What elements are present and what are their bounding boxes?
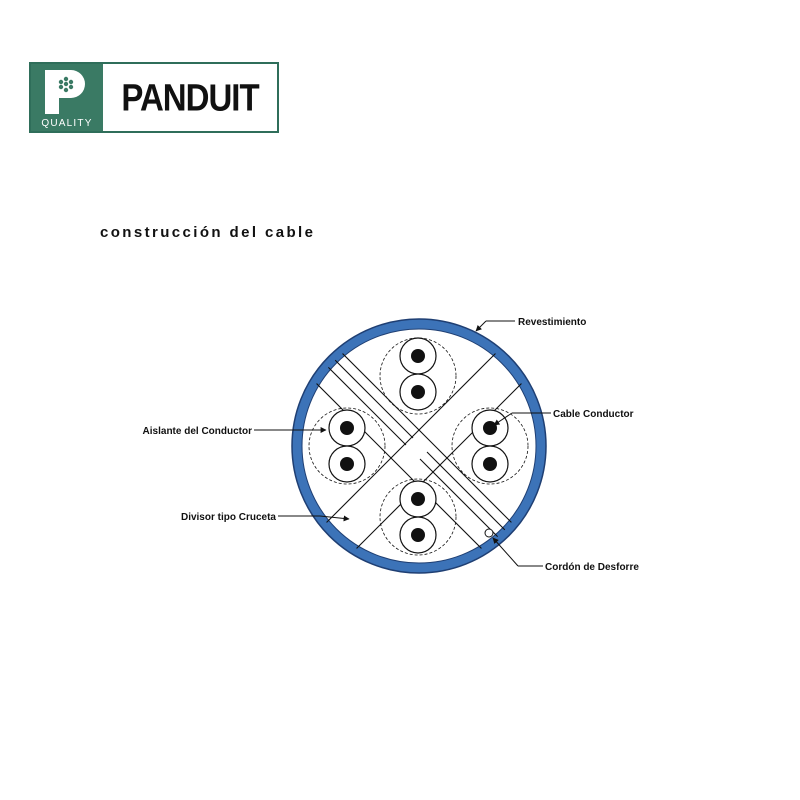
conductor — [411, 385, 425, 399]
conductor — [340, 421, 354, 435]
callout-jacket — [476, 317, 586, 331]
conductor — [340, 457, 354, 471]
conductor — [483, 457, 497, 471]
brand-name: PANDUIT — [121, 75, 259, 119]
callout-ripcord — [493, 538, 639, 573]
conductor — [411, 528, 425, 542]
label-separator: Divisor tipo Cruceta — [180, 512, 276, 523]
conductor — [483, 421, 497, 435]
label-ripcord: Cordón de Desforre — [545, 562, 639, 573]
label-conductor: Cable Conductor — [553, 409, 634, 420]
label-insulation: Aislante del Conductor — [142, 426, 252, 437]
conductor — [411, 349, 425, 363]
label-jacket: Revestimiento — [518, 317, 587, 328]
quality-label: QUALITY — [41, 118, 93, 129]
ripcord — [485, 529, 493, 537]
page-title: construcción del cable — [100, 224, 316, 241]
conductor — [411, 492, 425, 506]
